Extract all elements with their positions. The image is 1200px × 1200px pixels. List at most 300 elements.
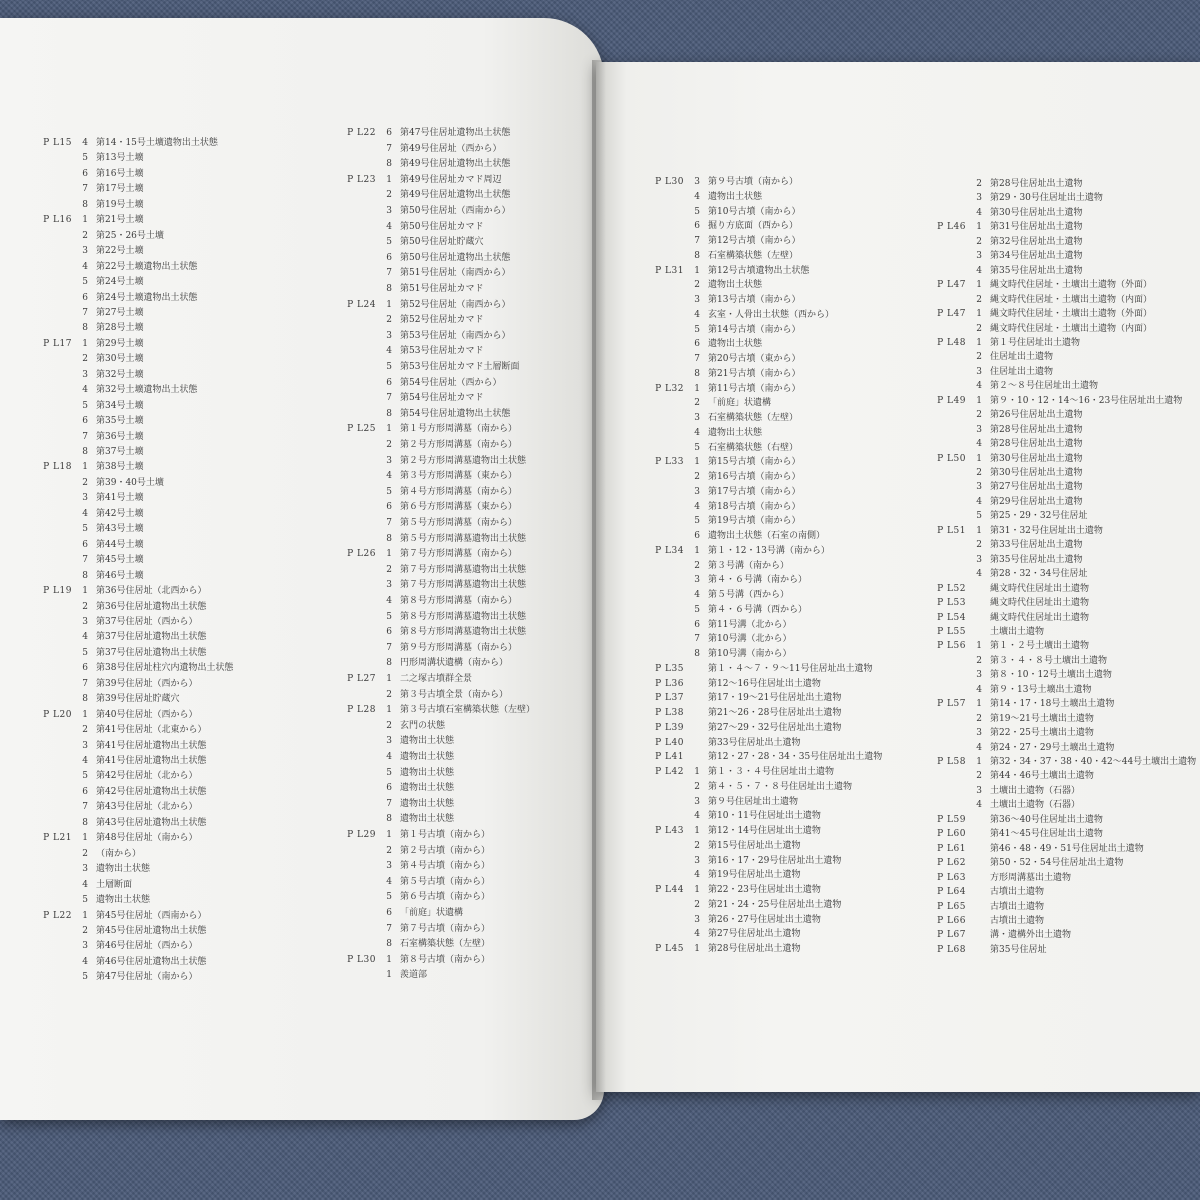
figure-number: 5 bbox=[82, 524, 88, 535]
plate-description: 第32号土壙遺物出土状態 bbox=[96, 385, 198, 396]
plate-number: P L24 bbox=[347, 299, 376, 310]
plate-description: 第43号住居址遺物出土状態 bbox=[96, 817, 207, 828]
plate-number: P L68 bbox=[937, 944, 966, 955]
plate-description: 遺物出土状態 bbox=[708, 339, 763, 350]
figure-number: 8 bbox=[386, 284, 392, 294]
figure-number: 3 bbox=[976, 785, 982, 796]
plate-number: P L55 bbox=[937, 626, 966, 637]
figure-number: 6 bbox=[386, 377, 392, 388]
figure-number: 3 bbox=[976, 728, 982, 739]
figure-number: 2 bbox=[694, 899, 700, 910]
figure-number: 4 bbox=[976, 381, 982, 392]
plate-description: 第50号住居址カマド bbox=[400, 221, 484, 232]
plate-number: P L63 bbox=[937, 872, 966, 883]
figure-number: 3 bbox=[694, 914, 700, 925]
figure-number: 6 bbox=[82, 292, 88, 303]
plate-description: 土壙出土遺物（石器） bbox=[990, 785, 1081, 796]
plate-description: 第46号土壙 bbox=[96, 570, 144, 581]
figure-number: 2 bbox=[976, 655, 982, 666]
plate-description: 遺物出土状態 bbox=[400, 752, 455, 762]
plate-description: 第47号住居址（南から） bbox=[96, 972, 198, 983]
figure-number: 5 bbox=[82, 972, 88, 983]
plate-description: 第43号土壙 bbox=[96, 524, 144, 535]
plate-description: 第11号溝（北から） bbox=[708, 619, 792, 630]
figure-number: 4 bbox=[82, 385, 88, 396]
figure-number: 6 bbox=[386, 783, 392, 794]
plate-description: 第54号住居址（西から） bbox=[400, 377, 502, 388]
plate-number: P L58 bbox=[937, 757, 966, 767]
figure-number: 1 bbox=[82, 833, 88, 844]
figure-number: 2 bbox=[82, 725, 88, 736]
figure-number: 3 bbox=[386, 861, 392, 872]
plate-description: 第50号住居址遺物出土状態 bbox=[400, 252, 511, 263]
figure-number: 4 bbox=[82, 138, 88, 148]
plate-description: 第48号住居址（南から） bbox=[96, 833, 198, 844]
plate-list-right-column-1 bbox=[648, 175, 928, 955]
plate-number: P L52 bbox=[937, 583, 966, 594]
plate-description: 第３号方形周溝墓（東から） bbox=[400, 471, 518, 482]
plate-description: 古墳出土遺物 bbox=[990, 887, 1045, 898]
plate-description: 遺物出土状態 bbox=[96, 895, 151, 906]
plate-description: 第35号住居址 bbox=[990, 944, 1047, 955]
figure-number: 8 bbox=[386, 814, 392, 825]
figure-number: 4 bbox=[976, 569, 982, 580]
figure-number: 4 bbox=[82, 956, 88, 967]
plate-description: 石室構築状態（左壁） bbox=[708, 413, 799, 423]
plate-description: 土壙出土遺物 bbox=[990, 626, 1045, 637]
plate-number: P L27 bbox=[347, 674, 376, 684]
plate-description: 第33号住居址出土遺物 bbox=[708, 737, 801, 748]
plate-description: 第46・48・49・51号住居址出土遺物 bbox=[990, 843, 1144, 854]
plate-description: 第27号住居址出土遺物 bbox=[708, 929, 801, 940]
figure-number: 2 bbox=[386, 190, 392, 201]
plate-description: 第13号古墳（南から） bbox=[708, 295, 801, 305]
figure-number: 8 bbox=[386, 533, 392, 544]
plate-description: 第37号住居址遺物出土状態 bbox=[96, 632, 207, 643]
figure-number: 3 bbox=[386, 580, 392, 591]
plate-description: 遺物出土状態 bbox=[708, 191, 763, 202]
plate-number: P L15 bbox=[43, 138, 72, 148]
figure-number: 4 bbox=[386, 471, 392, 482]
plate-description: 第36号住居址遺物出土状態 bbox=[96, 601, 207, 612]
plate-description: 第50・52・54号住居址出土遺物 bbox=[990, 858, 1124, 869]
plate-description: 第16号古墳（南から） bbox=[708, 472, 801, 482]
figure-number: 4 bbox=[694, 811, 700, 822]
plate-description: 第28・32・34号住居址 bbox=[990, 569, 1088, 580]
figure-number: 8 bbox=[386, 658, 392, 669]
plate-number: P L35 bbox=[655, 663, 684, 674]
plate-description: 第49号住居址カマド周辺 bbox=[400, 174, 502, 185]
figure-number: 5 bbox=[386, 767, 392, 778]
figure-number: 1 bbox=[694, 383, 700, 394]
plate-description: 第29・30号住居址出土遺物 bbox=[990, 193, 1103, 204]
plate-description: 第50号住居址（西南から） bbox=[400, 206, 511, 216]
plate-description: 「前庭」状遺構 bbox=[400, 908, 464, 918]
plate-number: P L65 bbox=[937, 901, 966, 912]
figure-number: 6 bbox=[386, 128, 392, 138]
plate-description: （南から） bbox=[96, 848, 142, 859]
figure-number: 6 bbox=[82, 663, 88, 674]
plate-description: 第４・５・７・８号住居址出土遺物 bbox=[708, 781, 853, 792]
plate-description: 第28号住居址出土遺物 bbox=[708, 944, 801, 954]
figure-number: 3 bbox=[386, 736, 392, 747]
plate-description: 第47号住居址遺物出土状態 bbox=[400, 128, 511, 138]
plate-number: P L28 bbox=[347, 705, 376, 716]
plate-number: P L59 bbox=[937, 814, 966, 825]
figure-number: 4 bbox=[976, 684, 982, 695]
figure-number: 3 bbox=[386, 330, 392, 341]
plate-description: 第42号住居址遺物出土状態 bbox=[96, 786, 207, 797]
figure-number: 7 bbox=[82, 431, 88, 442]
plate-description: 石室構築状態（左壁） bbox=[708, 250, 799, 261]
plate-description: 第１号方形周溝墓（南から） bbox=[400, 424, 518, 435]
plate-description: 第２号古墳（南から） bbox=[400, 845, 491, 856]
figure-number: 3 bbox=[976, 366, 982, 377]
figure-number: 4 bbox=[694, 309, 700, 320]
plate-list-left-column-1 bbox=[36, 136, 296, 996]
figure-number: 6 bbox=[82, 786, 88, 797]
figure-number: 4 bbox=[976, 439, 982, 450]
figure-number: 4 bbox=[976, 800, 982, 811]
figure-number: 2 bbox=[976, 323, 982, 334]
plate-description: 縄文時代住居址出土遺物 bbox=[990, 583, 1090, 594]
plate-description: 第21～26・28号住居址出土遺物 bbox=[708, 708, 842, 718]
figure-number: 6 bbox=[82, 416, 88, 427]
plate-description: 第36～40号住居址出土遺物 bbox=[990, 814, 1103, 825]
plate-description: 第45号住居址遺物出土状態 bbox=[96, 925, 207, 936]
figure-number: 4 bbox=[976, 496, 982, 507]
figure-number: 5 bbox=[386, 362, 392, 372]
plate-description: 第26・27号住居址出土遺物 bbox=[708, 914, 821, 925]
figure-number: 3 bbox=[82, 864, 88, 875]
figure-number: 4 bbox=[694, 501, 700, 512]
plate-number: P L36 bbox=[655, 678, 684, 689]
figure-number: 2 bbox=[694, 398, 700, 409]
plate-description: 第32・34・37・38・40・42～44号土壙出土遺物 bbox=[990, 757, 1197, 767]
figure-number: 1 bbox=[694, 826, 700, 836]
plate-number: P L39 bbox=[655, 722, 684, 733]
plate-description: 第36号住居址（北西から） bbox=[96, 586, 207, 597]
plate-description: 第35号住居址出土遺物 bbox=[990, 554, 1083, 565]
plate-description: 第11号古墳（南から） bbox=[708, 383, 801, 394]
plate-number: P L32 bbox=[655, 383, 684, 394]
plate-description: 第45号土壙 bbox=[96, 555, 144, 566]
plate-description: 第18号古墳（南から） bbox=[708, 501, 801, 512]
figure-number: 1 bbox=[694, 767, 700, 777]
figure-number: 1 bbox=[976, 641, 982, 652]
plate-description: 第２～８号住居址出土遺物 bbox=[990, 381, 1099, 392]
figure-number: 7 bbox=[386, 923, 392, 934]
plate-description: 第４号方形周溝墓（南から） bbox=[400, 486, 518, 497]
plate-description: 第28号住居址出土遺物 bbox=[990, 439, 1083, 450]
plate-number: P L22 bbox=[347, 128, 376, 138]
figure-number: 1 bbox=[386, 954, 392, 965]
plate-description: 第51号住居址（南西から） bbox=[400, 268, 511, 279]
plate-description: 第１号住居址出土遺物 bbox=[990, 337, 1081, 348]
plate-description: 第19号古墳（南から） bbox=[708, 516, 801, 527]
plate-description: 二之塚古墳群全景 bbox=[400, 674, 473, 684]
figure-number: 5 bbox=[694, 516, 700, 527]
figure-number: 3 bbox=[82, 941, 88, 952]
figure-number: 8 bbox=[386, 159, 392, 170]
plate-description: 第41号住居址（北東から） bbox=[96, 725, 207, 736]
plate-description: 第28号住居址出土遺物 bbox=[990, 179, 1083, 189]
plate-description: 第１号古墳（南から） bbox=[400, 830, 491, 840]
figure-number: 3 bbox=[694, 413, 700, 423]
figure-number: 8 bbox=[386, 408, 392, 419]
figure-number: 1 bbox=[976, 395, 982, 406]
plate-description: 第12号古墳遺物出土状態 bbox=[708, 265, 810, 276]
figure-number: 3 bbox=[976, 554, 982, 565]
figure-number: 7 bbox=[82, 678, 88, 689]
figure-number: 3 bbox=[694, 295, 700, 305]
figure-number: 1 bbox=[386, 705, 392, 716]
figure-number: 3 bbox=[976, 251, 982, 262]
plate-number: P L37 bbox=[655, 693, 684, 704]
figure-number: 3 bbox=[82, 493, 88, 504]
figure-number: 4 bbox=[82, 756, 88, 766]
plate-description: 遺物出土状態 bbox=[400, 814, 455, 825]
figure-number: 8 bbox=[694, 250, 700, 261]
plate-number: P L19 bbox=[43, 586, 72, 597]
plate-description: 第24号土壙 bbox=[96, 277, 144, 288]
plate-description: 第14号古墳（南から） bbox=[708, 324, 801, 335]
book-gutter bbox=[592, 60, 606, 1100]
figure-number: 5 bbox=[386, 611, 392, 622]
plate-number: P L66 bbox=[937, 915, 966, 926]
figure-number: 6 bbox=[82, 168, 88, 179]
figure-number: 6 bbox=[386, 502, 392, 513]
plate-number: P L46 bbox=[937, 222, 966, 233]
plate-number: P L18 bbox=[43, 462, 72, 473]
figure-number: 8 bbox=[82, 570, 88, 581]
figure-number: 1 bbox=[386, 549, 392, 560]
figure-number: 2 bbox=[694, 472, 700, 482]
plate-description: 第35号住居址出土遺物 bbox=[990, 265, 1083, 276]
figure-number: 5 bbox=[694, 206, 700, 217]
plate-description: 第30号住居址出土遺物 bbox=[990, 207, 1083, 218]
plate-number: P L49 bbox=[937, 395, 966, 406]
plate-description: 第17・19～21号住居址出土遺物 bbox=[708, 693, 842, 704]
plate-number: P L30 bbox=[655, 177, 684, 187]
plate-description: 玄門の状態 bbox=[400, 720, 446, 731]
figure-number: 4 bbox=[694, 590, 700, 600]
figure-number: 8 bbox=[386, 939, 392, 950]
figure-number: 2 bbox=[976, 713, 982, 724]
plate-description: 第52号住居址カマド bbox=[400, 315, 484, 326]
plate-description: 第33号住居址出土遺物 bbox=[990, 540, 1083, 551]
plate-number: P L33 bbox=[655, 457, 684, 468]
plate-description: 第43号住居址（北から） bbox=[96, 802, 198, 813]
plate-description: 第１・２号土壙出土遺物 bbox=[990, 641, 1090, 652]
figure-number: 1 bbox=[976, 757, 982, 767]
figure-number: 2 bbox=[976, 410, 982, 421]
plate-description: 第51号住居址カマド bbox=[400, 284, 484, 294]
plate-description: 第９号住居址出土遺物 bbox=[708, 796, 799, 807]
plate-description: 第37号住居址遺物出土状態 bbox=[96, 647, 207, 658]
plate-number: P L50 bbox=[937, 453, 966, 464]
plate-description: 第９号古墳（南から） bbox=[708, 177, 799, 187]
figure-number: 2 bbox=[694, 280, 700, 291]
plate-description: 第１・３・４号住居址出土遺物 bbox=[708, 767, 835, 777]
plate-description: 掘り方底面（西から） bbox=[708, 221, 799, 232]
plate-description: 第12・14号住居址出土遺物 bbox=[708, 826, 821, 836]
plate-list-right-column-2 bbox=[930, 177, 1195, 957]
plate-description: 第15号古墳（南から） bbox=[708, 457, 801, 468]
figure-number: 7 bbox=[386, 393, 392, 404]
figure-number: 4 bbox=[386, 221, 392, 232]
plate-description: 第12号古墳（南から） bbox=[708, 236, 801, 246]
plate-description: 第10号溝（南から） bbox=[708, 649, 792, 659]
figure-number: 1 bbox=[694, 265, 700, 276]
plate-description: 第19号土壙 bbox=[96, 199, 144, 210]
plate-description: 溝・遺構外出土遺物 bbox=[990, 930, 1072, 941]
plate-number: P L51 bbox=[937, 525, 966, 536]
figure-number: 3 bbox=[82, 740, 88, 751]
figure-number: 2 bbox=[82, 354, 88, 365]
plate-number: P L30 bbox=[347, 954, 376, 965]
plate-number: P L60 bbox=[937, 829, 966, 840]
figure-number: 1 bbox=[82, 910, 88, 921]
plate-description: 第７号方形周溝墓（南から） bbox=[400, 549, 518, 560]
plate-description: 第40号住居址（西から） bbox=[96, 709, 198, 720]
plate-description: 第６号方形周溝墓（東から） bbox=[400, 502, 518, 513]
plate-description: 第７号方形周溝墓遺物出土状態 bbox=[400, 580, 527, 591]
plate-description: 第42号土壙 bbox=[96, 508, 144, 519]
figure-number: 6 bbox=[386, 908, 392, 918]
figure-number: 6 bbox=[694, 339, 700, 350]
plate-description: 住居址出土遺物 bbox=[990, 366, 1054, 377]
figure-number: 1 bbox=[82, 462, 88, 473]
plate-description: 第10号溝（北から） bbox=[708, 634, 792, 645]
plate-description: 第３号古墳全景（南から） bbox=[400, 689, 509, 700]
plate-description: 第１・４～７・９～11号住居址出土遺物 bbox=[708, 663, 873, 674]
plate-description: 第13号土壙 bbox=[96, 153, 144, 164]
plate-description: 第22号土壙 bbox=[96, 246, 144, 257]
plate-description: 第８号古墳（南から） bbox=[400, 954, 491, 965]
plate-description: 第16・17・29号住居址出土遺物 bbox=[708, 855, 842, 866]
figure-number: 1 bbox=[386, 299, 392, 310]
plate-description: 第10号古墳（南から） bbox=[708, 206, 801, 217]
plate-description: 第21号古墳（南から） bbox=[708, 368, 801, 379]
figure-number: 5 bbox=[386, 892, 392, 903]
plate-description: 第44・46号土壙出土遺物 bbox=[990, 771, 1094, 782]
plate-number: P L21 bbox=[43, 833, 72, 844]
figure-number: 1 bbox=[694, 885, 700, 895]
plate-description: 第２号方形周溝墓遺物出土状態 bbox=[400, 455, 527, 466]
plate-description: 第35号土壙 bbox=[96, 416, 144, 427]
figure-number: 3 bbox=[976, 193, 982, 204]
figure-number: 2 bbox=[82, 601, 88, 612]
plate-number: P L64 bbox=[937, 887, 966, 898]
plate-description: 第46号住居址遺物出土状態 bbox=[96, 956, 207, 967]
plate-description: 石室構築状態（左壁） bbox=[400, 939, 491, 950]
figure-number: 1 bbox=[694, 457, 700, 468]
plate-description: 第14・15号土壙遺物出土状態 bbox=[96, 138, 218, 148]
figure-number: 5 bbox=[82, 895, 88, 906]
plate-description: 遺物出土状態 bbox=[400, 736, 455, 747]
plate-description: 第30号住居址出土遺物 bbox=[990, 453, 1083, 464]
figure-number: 4 bbox=[386, 752, 392, 762]
plate-description: 第10・11号住居址出土遺物 bbox=[708, 811, 821, 822]
figure-number: 6 bbox=[694, 531, 700, 541]
plate-description: 第24・27・29号土壙出土遺物 bbox=[990, 742, 1115, 753]
plate-description: 第28号土壙 bbox=[96, 323, 144, 334]
plate-number: P L61 bbox=[937, 843, 966, 854]
plate-description: 第44号土壙 bbox=[96, 539, 144, 550]
figure-number: 5 bbox=[82, 153, 88, 164]
plate-description: 第49号住居址遺物出土状態 bbox=[400, 159, 511, 170]
figure-number: 1 bbox=[976, 525, 982, 536]
figure-number: 2 bbox=[976, 179, 982, 189]
plate-description: 第４・６号溝（南から） bbox=[708, 575, 808, 586]
plate-description: 古墳出土遺物 bbox=[990, 915, 1045, 926]
plate-description: 羨道部 bbox=[400, 970, 428, 981]
figure-number: 4 bbox=[386, 346, 392, 357]
plate-description: 第52号住居址（南西から） bbox=[400, 299, 511, 310]
figure-number: 4 bbox=[82, 508, 88, 519]
plate-description: 第19号住居址出土遺物 bbox=[708, 870, 801, 881]
figure-number: 2 bbox=[976, 352, 982, 363]
plate-description: 遺物出土状態 bbox=[96, 864, 151, 875]
plate-description: 第28号住居址出土遺物 bbox=[990, 424, 1083, 435]
plate-description: 第36号土壙 bbox=[96, 431, 144, 442]
plate-description: 第29号住居址出土遺物 bbox=[990, 496, 1083, 507]
plate-description: 第12・27・28・34・35号住居址出土遺物 bbox=[708, 752, 883, 763]
plate-description: 第49号住居址遺物出土状態 bbox=[400, 190, 511, 201]
plate-description: 第５号方形周溝墓（南から） bbox=[400, 518, 518, 528]
figure-number: 3 bbox=[976, 424, 982, 435]
figure-number: 5 bbox=[82, 400, 88, 411]
plate-description: 第９・13号土壙出土遺物 bbox=[990, 684, 1092, 695]
figure-number: 2 bbox=[386, 440, 392, 450]
figure-number: 1 bbox=[82, 709, 88, 720]
figure-number: 7 bbox=[694, 634, 700, 645]
figure-number: 5 bbox=[82, 277, 88, 288]
figure-number: 2 bbox=[386, 564, 392, 575]
plate-description: 第27号土壙 bbox=[96, 307, 144, 318]
plate-description: 第９号方形周溝墓（南から） bbox=[400, 642, 518, 653]
figure-number: 7 bbox=[82, 307, 88, 318]
plate-number: P L29 bbox=[347, 830, 376, 840]
plate-description: 第49号住居址（西から） bbox=[400, 143, 502, 154]
figure-number: 3 bbox=[694, 177, 700, 187]
plate-number: P L53 bbox=[937, 598, 966, 609]
plate-description: 第31・32号住居址出土遺物 bbox=[990, 525, 1103, 536]
figure-number: 1 bbox=[694, 944, 700, 954]
plate-list-left-column-2 bbox=[340, 126, 590, 1006]
plate-number: P L48 bbox=[937, 337, 966, 348]
plate-description: 第34号土壙 bbox=[96, 400, 144, 411]
figure-number: 2 bbox=[386, 315, 392, 326]
figure-number: 5 bbox=[82, 771, 88, 782]
figure-number: 7 bbox=[694, 354, 700, 364]
plate-number: P L17 bbox=[43, 338, 72, 349]
figure-number: 5 bbox=[694, 324, 700, 335]
plate-description: 第８号方形周溝墓遺物出土状態 bbox=[400, 627, 527, 638]
figure-number: 1 bbox=[386, 674, 392, 684]
plate-description: 第53号住居址カマド土層断面 bbox=[400, 362, 520, 372]
figure-number: 8 bbox=[82, 199, 88, 210]
figure-number: 3 bbox=[694, 575, 700, 586]
plate-description: 第１・12・13号溝（南から） bbox=[708, 545, 830, 556]
figure-number: 4 bbox=[694, 427, 700, 438]
plate-description: 第34号住居址出土遺物 bbox=[990, 251, 1083, 262]
plate-number: P L45 bbox=[655, 944, 684, 954]
plate-number: P L54 bbox=[937, 612, 966, 623]
plate-description: 住居址出土遺物 bbox=[990, 352, 1054, 363]
figure-number: 7 bbox=[386, 798, 392, 809]
